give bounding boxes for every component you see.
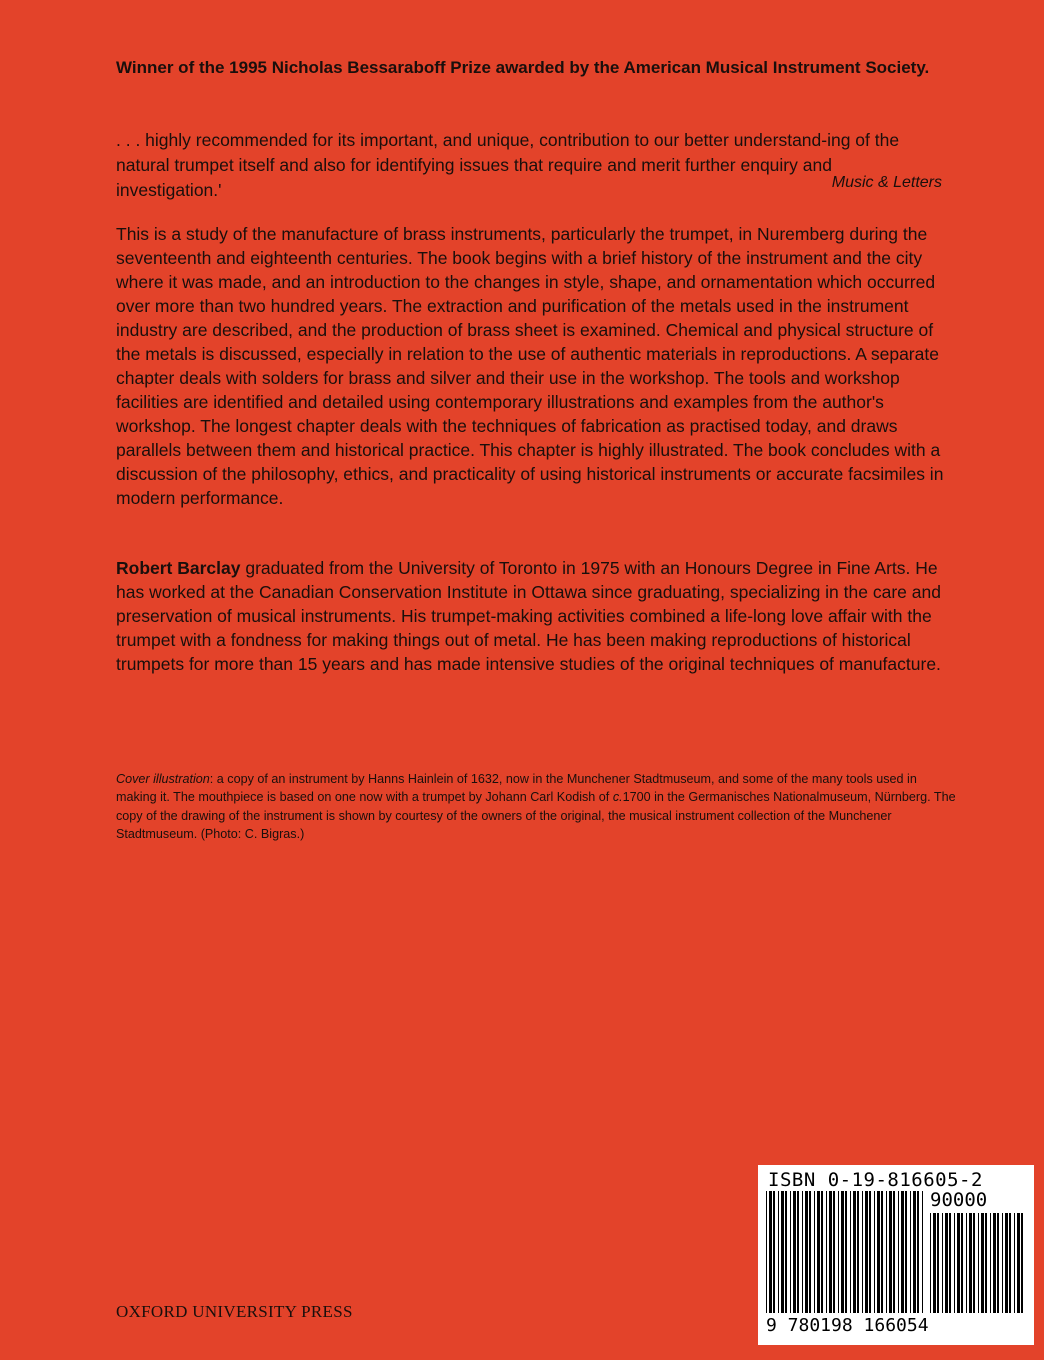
barcode-bar bbox=[917, 1191, 919, 1313]
barcode-bar bbox=[874, 1191, 875, 1313]
barcode-bar bbox=[954, 1213, 955, 1313]
barcode-bar bbox=[889, 1191, 892, 1313]
barcode-bar bbox=[857, 1191, 859, 1313]
barcode-bar bbox=[773, 1191, 775, 1313]
publisher-name: OXFORD UNIVERSITY PRESS bbox=[116, 1302, 353, 1321]
barcode-bar bbox=[949, 1213, 951, 1313]
caption-text-a: : a copy of an instrument by Hanns Hainlein of 1632, now in the Munchener Stadtmuseum, and some of the many tools used in making it. The mouthpiece is based on one now with a trumpet by Johann Carl Kodish of bbox=[116, 772, 917, 805]
barcode-bar bbox=[966, 1213, 967, 1313]
barcode-bar bbox=[997, 1213, 999, 1313]
barcode-bar bbox=[865, 1191, 868, 1313]
caption-label: Cover illustration bbox=[116, 772, 210, 786]
barcode-bar bbox=[981, 1213, 984, 1313]
author-bio-text: graduated from the University of Toronto in 1975 with an Honours Degree in Fine Arts. He has worked at the Canadian Conservation Institute in Ottawa since graduating, specializing in the care and preservation of musical instruments. His trumpet-making activities combined a life-long love affair with the trumpet with a fondness for making things out of metal. He has been making reproductions of historical trumpets for more than 15 years and has made intensive studies of the original techniques of manufacture. bbox=[116, 558, 941, 674]
barcode-bar bbox=[1009, 1213, 1011, 1313]
caption-text-b: 1700 in the Germanisches Nationalmuseum, Nürnberg. The copy of the drawing of the instrument is shown by courtesy of the owners of the original, the musical instrument collection of the Munchener Stadtmuseum. (Photo: C. Bigras.) bbox=[116, 790, 956, 842]
barcode-bar bbox=[957, 1213, 960, 1313]
barcode-bar bbox=[1021, 1213, 1023, 1313]
barcode-bar bbox=[817, 1191, 820, 1313]
barcode-bar bbox=[853, 1191, 856, 1313]
barcode-bar bbox=[978, 1213, 979, 1313]
barcode-bar bbox=[850, 1191, 851, 1313]
barcode-bar bbox=[781, 1191, 784, 1313]
book-description: This is a study of the manufacture of brass instruments, particularly the trumpet, in Nuremberg during the seventeenth and eighteenth centuries. The book begins with a brief history of the instrument and the city where it was made, and an introduction to the changes in style, shape, and ornamentation which occurred over more than two hundred years. The extraction and purification of the metals used in the instrument industry are described, and the production of brass sheet is examined. Chemical and physical structure of the metals is discussed, especially in relation to the use of authentic materials in reproductions. A separate chapter deals with solders for brass and silver and their use in the workshop. The tools and workshop facilities are identified and detailed using contemporary illustrations and examples from the author's workshop. The longest chapter deals with the techniques of fabrication as practised today, and draws parallels between them and historical practice. This chapter is highly illustrated. The book concludes with a discussion of the philosophy, ethics, and practicality of using historical instruments or accurate facsimiles in modern performance. bbox=[116, 224, 944, 508]
barcode-bar bbox=[898, 1191, 899, 1313]
prize-statement: Winner of the 1995 Nicholas Bessaraboff Prize awarded by the American Musical Instrument Society. bbox=[116, 58, 930, 77]
barcode-bar bbox=[993, 1213, 996, 1313]
barcode-bar bbox=[829, 1191, 832, 1313]
barcode-bar bbox=[826, 1191, 827, 1313]
barcode-bar bbox=[790, 1191, 791, 1313]
barcode-bar bbox=[785, 1191, 787, 1313]
barcode-bar bbox=[990, 1213, 991, 1313]
ean-number: 9 780198 166054 bbox=[766, 1315, 929, 1336]
isbn-label: ISBN 0-19-816605-2 bbox=[768, 1169, 983, 1191]
barcode-bar bbox=[877, 1191, 880, 1313]
barcode-bar bbox=[838, 1191, 839, 1313]
barcode-bar bbox=[1017, 1213, 1020, 1313]
barcode-bar bbox=[833, 1191, 835, 1313]
price-code: 90000 bbox=[930, 1189, 988, 1211]
barcode-bar bbox=[797, 1191, 799, 1313]
barcode-bar bbox=[769, 1191, 772, 1313]
barcode-bar bbox=[778, 1191, 779, 1313]
review-source: Music & Letters bbox=[831, 174, 942, 191]
barcode-bar bbox=[930, 1213, 931, 1313]
barcode-bar bbox=[1005, 1213, 1008, 1313]
barcode-bar bbox=[942, 1213, 943, 1313]
barcode-bar bbox=[969, 1213, 972, 1313]
barcode-bar bbox=[893, 1191, 895, 1313]
barcode-bar bbox=[905, 1191, 907, 1313]
cover-illustration-caption bbox=[116, 770, 956, 844]
barcode-bar bbox=[922, 1191, 923, 1313]
barcode-bar bbox=[805, 1191, 808, 1313]
barcode-bar bbox=[845, 1191, 847, 1313]
barcode-bar bbox=[945, 1213, 948, 1313]
barcode-bar bbox=[869, 1191, 871, 1313]
barcode-bar bbox=[793, 1191, 796, 1313]
barcode-bar bbox=[862, 1191, 863, 1313]
barcode-bar bbox=[910, 1191, 911, 1313]
caption-circa: c. bbox=[612, 790, 623, 805]
barcode-bar bbox=[802, 1191, 803, 1313]
barcode-bar bbox=[937, 1213, 939, 1313]
barcode-bar bbox=[809, 1191, 811, 1313]
barcode-bar bbox=[821, 1191, 823, 1313]
barcode-bar bbox=[1014, 1213, 1015, 1313]
barcode-bar bbox=[973, 1213, 975, 1313]
author-bio bbox=[116, 556, 944, 676]
barcode-bar bbox=[766, 1191, 767, 1313]
barcode-bar bbox=[913, 1191, 916, 1313]
isbn-barcode bbox=[758, 1165, 1034, 1345]
barcode-bar bbox=[1002, 1213, 1003, 1313]
barcode-bar bbox=[814, 1191, 815, 1313]
review-quote: . . . highly recommended for its important, and unique, contribution to our better understand-ing of the natural trumpet itself and also for identifying issues that require and merit further enquiry and investigation.' bbox=[116, 130, 900, 200]
barcode-bar bbox=[933, 1213, 936, 1313]
barcode-bar bbox=[881, 1191, 883, 1313]
barcode-bar bbox=[886, 1191, 887, 1313]
barcode-bar bbox=[961, 1213, 963, 1313]
barcode-bar bbox=[985, 1213, 987, 1313]
barcode-bar bbox=[901, 1191, 904, 1313]
author-name: Robert Barclay bbox=[116, 558, 241, 578]
barcode-bar bbox=[841, 1191, 844, 1313]
